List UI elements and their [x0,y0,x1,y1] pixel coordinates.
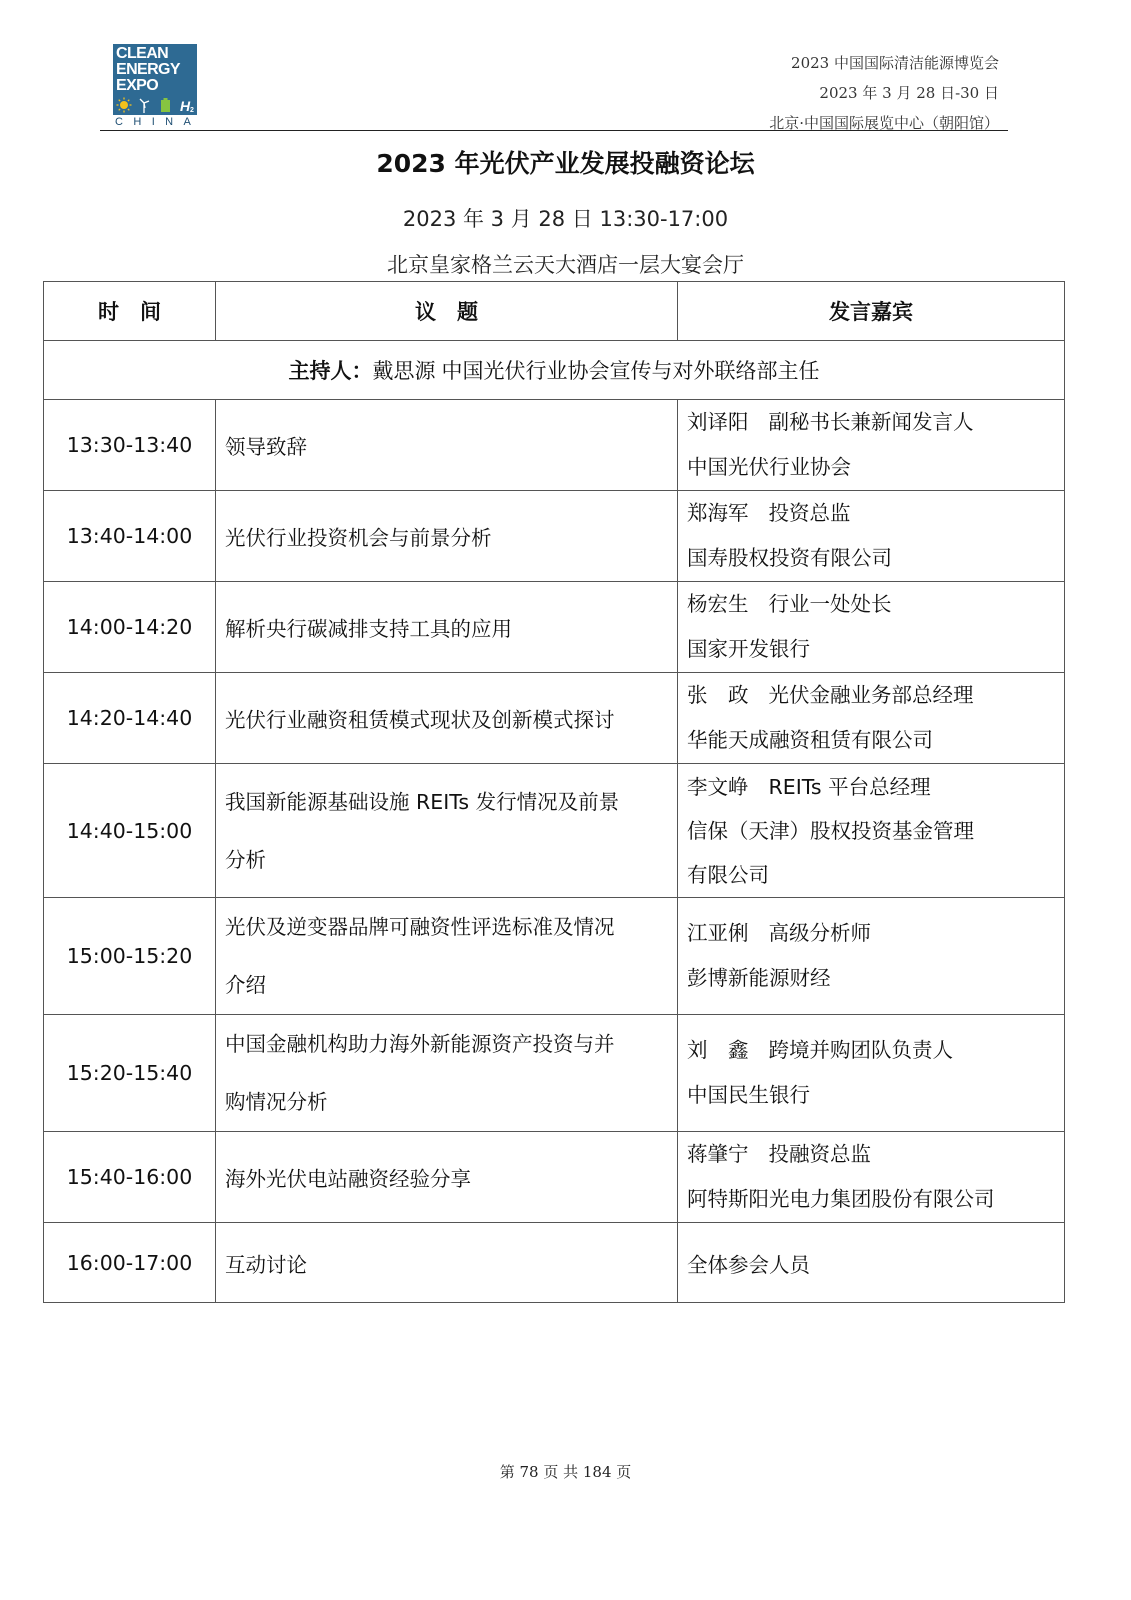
time-cell: 15:40-16:00 [44,1132,216,1223]
speaker-org: 国寿股权投资有限公司 [687,546,892,570]
speaker-title: 光伏金融业务部总经理 [768,683,974,707]
table-row [44,764,1065,898]
topic-line: 分析 [225,847,266,872]
sun-icon [117,98,132,113]
speaker-cell [678,582,1065,673]
speaker-name: 蒋肇宁 [687,1142,749,1166]
topic-cell: 解析央行碳减排支持工具的应用 [216,582,678,673]
speaker-cell [678,898,1065,1015]
speaker-title: REITs 平台总经理 [768,774,931,799]
speaker-name: 刘译阳 [687,410,749,434]
table-row [44,1132,1065,1223]
host-cell [44,341,1065,400]
topic-line: 中国金融机构助力海外新能源资产投资与并 [225,1032,615,1056]
speaker-name: 郑海军 [687,501,749,525]
speaker-name: 李文峥 [687,774,749,799]
speaker-title: 跨境并购团队负责人 [768,1038,953,1062]
time-cell: 15:20-15:40 [44,1015,216,1132]
header-speaker: 发言嘉宾 [678,282,1065,341]
speaker-org: 华能天成融资租赁有限公司 [687,728,933,752]
host-title: 中国光伏行业协会宣传与对外联络部主任 [441,359,820,383]
speaker-title: 行业一处处长 [768,592,892,616]
topic-line: 光伏及逆变器品牌可融资性评选标准及情况 [225,915,615,939]
speaker-title: 投融资总监 [768,1142,871,1166]
topic-cell [216,898,678,1015]
expo-name: 2023 中国国际清洁能源博览会 [791,54,999,72]
topic-cell: 光伏行业投资机会与前景分析 [216,491,678,582]
speaker-org: 彭博新能源财经 [687,966,831,990]
table-row [44,491,1065,582]
time-cell: 14:20-14:40 [44,673,216,764]
table-row [44,400,1065,491]
expo-venue: 北京·中国国际展览中心（朝阳馆） [769,114,999,132]
speaker-org: 有限公司 [687,862,769,887]
expo-header-info [769,48,999,138]
host-name: 戴思源 [372,359,436,383]
speaker-name: 江亚俐 [687,921,749,945]
speaker-title: 投资总监 [768,501,851,525]
logo-text-energy: ENERGY [116,61,180,78]
forum-datetime: 2023 年 3 月 28 日 13:30-17:00 [402,207,729,231]
forum-venue: 北京皇家格兰云天大酒店一层大宴会厅 [387,253,744,277]
time-cell: 16:00-17:00 [44,1223,216,1303]
speaker-title: 高级分析师 [768,921,871,945]
svg-text:H: H [180,98,191,113]
topic-cell: 光伏行业融资租赁模式现状及创新模式探讨 [216,673,678,764]
header-time: 时 间 [44,282,216,341]
speaker-org: 信保（天津）股权投资基金管理 [687,818,974,843]
speaker-cell: 全体参会人员 [678,1223,1065,1303]
table-header-row [44,282,1065,341]
speaker-org: 中国民生银行 [687,1083,810,1107]
logo-text-clean: CLEAN [116,45,169,62]
speaker-cell [678,673,1065,764]
time-cell: 14:40-15:00 [44,764,216,898]
logo-box [113,44,197,115]
table-row [44,582,1065,673]
speaker-name: 张 政 [687,683,749,707]
speaker-org: 中国光伏行业协会 [687,455,851,479]
logo-icons [116,97,196,113]
battery-icon [161,98,170,112]
topic-cell: 互动讨论 [216,1223,678,1303]
speaker-cell [678,491,1065,582]
table-row [44,898,1065,1015]
header-divider [100,130,1008,131]
host-label: 主持人： [288,359,373,383]
logo-text-expo: EXPO [116,77,159,94]
table-row [44,1223,1065,1303]
speaker-org: 国家开发银行 [687,637,810,661]
clean-energy-expo-logo [113,44,202,128]
topic-line: 介绍 [225,973,266,997]
expo-dates: 2023 年 3 月 28 日-30 日 [819,84,999,102]
time-cell: 15:00-15:20 [44,898,216,1015]
topic-cell: 海外光伏电站融资经验分享 [216,1132,678,1223]
speaker-cell [678,764,1065,898]
hydrogen-icon [180,98,194,113]
speaker-title: 副秘书长兼新闻发言人 [768,410,974,434]
topic-line: 我国新能源基础设施 REITs 发行情况及前景 [225,789,620,814]
speaker-cell [678,1132,1065,1223]
topic-line: 购情况分析 [225,1090,328,1114]
svg-text:2: 2 [190,107,194,113]
host-row [44,341,1065,400]
table-row [44,1015,1065,1132]
topic-cell: 领导致辞 [216,400,678,491]
table-row [44,673,1065,764]
speaker-cell [678,400,1065,491]
forum-title: 2023 年光伏产业发展投融资论坛 [376,149,755,178]
speaker-name: 刘 鑫 [687,1038,749,1062]
header-topic: 议 题 [216,282,678,341]
time-cell: 13:40-14:00 [44,491,216,582]
wind-turbine-icon [140,99,149,113]
topic-cell [216,764,678,898]
time-cell: 13:30-13:40 [44,400,216,491]
agenda-table [43,281,1065,1303]
logo-text-china: CHINA [115,116,202,128]
speaker-cell [678,1015,1065,1132]
time-cell: 14:00-14:20 [44,582,216,673]
speaker-name: 杨宏生 [687,592,749,616]
topic-cell [216,1015,678,1132]
speaker-org: 阿特斯阳光电力集团股份有限公司 [687,1187,995,1211]
page-number: 第 78 页 共 184 页 [499,1463,632,1481]
